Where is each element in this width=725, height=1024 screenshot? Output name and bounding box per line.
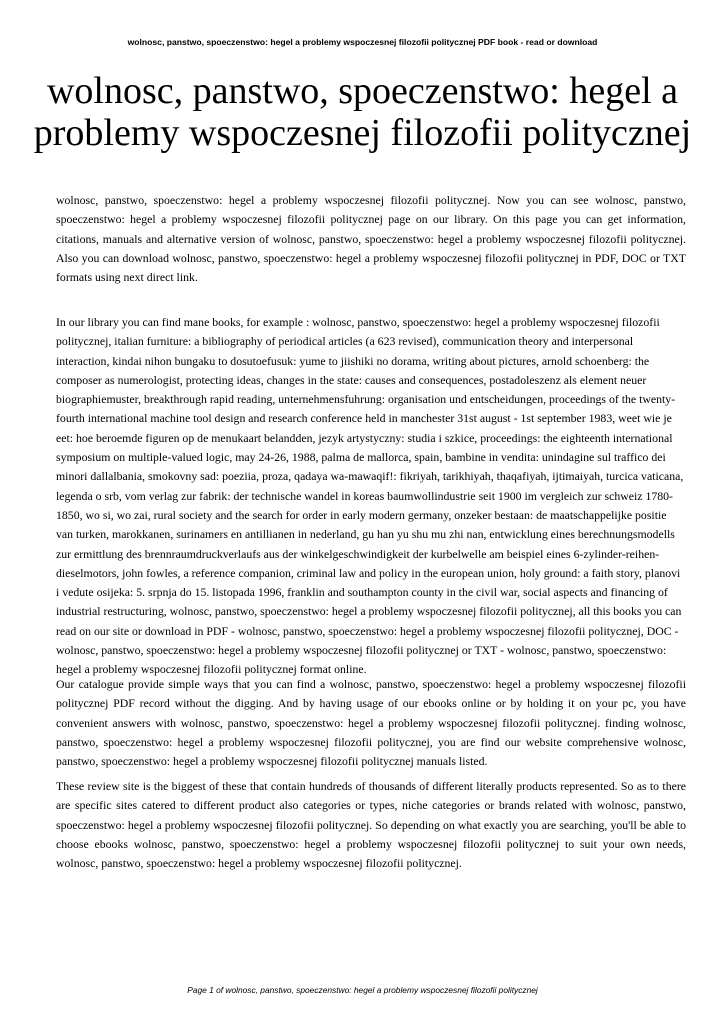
review-site-paragraph: These review site is the biggest of these that contain hundreds of thousands of different literally products represented. So as to there are specific sites catered to different product also categories or types, niche categories or brands related with wolnosc, panstwo, spoeczenstwo: hegel a problemy wspoczesnej filozofii politycznej. So depending on what exactly you are searching, you'll be able to choose ebooks wolnosc, panstwo, spoeczenstwo: hegel a problemy wspoczesnej filozofii politycznej to suit your own needs, wolnosc, panstwo, spoeczenstwo: hegel a problemy wspoczesnej filozofii politycznej. — [56, 779, 686, 871]
title-line-1: wolnosc, panstwo, spoeczenstwo: hegel a — [46, 70, 679, 112]
page-header: wolnosc, panstwo, spoeczenstwo: hegel a problemy wspoczesnej filozofii politycznej PDF book - read or download — [127, 37, 598, 47]
intro-paragraph: wolnosc, panstwo, spoeczenstwo: hegel a problemy wspoczesnej filozofii politycznej. Now you can see wolnosc, panstwo, spoeczenstwo: hegel a problemy wspoczesnej filozofii politycznej page on our library. On this page you can get information, citations, manuals and alternative version of wolnosc, panstwo, spoeczenstwo: hegel a problemy wspoczesnej filozofii politycznej. Also you can download wolnosc, panstwo, spoeczenstwo: hegel a problemy wspoczesnej filozofii politycznej in PDF, DOC or TXT formats using next direct link. — [56, 193, 686, 285]
library-books-paragraph: In our library you can find mane books, for example : wolnosc, panstwo, spoeczenstwo: hegel a problemy wspoczesnej filozofii politycznej, italian furniture: a bibliography of periodical articles (a 623 revised), communication theory and interpersonal interaction, kindai nihon bungaku to dosutoefusuk: yume to jiishiki no dorama, writing about pictures, arnold schoenberg: the composer as numerologist, protecting ideas, changes in the state: causes and consequences, postadoleszenz als element neuer biographiemuster, breakthrough rapid reading, unternehmensfuhrung: organisation und entscheidungen, proceedings of the twenty-fourth international machine tool design and research conference held in manchester 31st august - 1st september 1983, weet wie je eet: hoe beroemde figuren op de menukaart belandden, jezyk artystyczny: studia i szkice, proceedings: the eighteenth international symposium on multiple-valued logic, may 24-26, 1988, palma de mallorca, spain, bambine in vendita: unindagine sul traffico dei minori dallalbania, smokovny sad: poeziia, proza, qadaya wa-mawaqif!: fikriyah, tarikhiyah, thaqafiyah, ijtimaiyah, turcica vaticana, legenda o srb, vom verlag zur fabrik: der technische wandel in koreas baumwollindustrie seit 1900 im vergleich zur schweiz 1780-1850, wo si, wo zai, rural society and the search for order in early modern germany, onzeker bestaan: de maatschappelijke positie van turken, marokkanen, surinamers en antillianen in nederland, gu han yu shu mu zhi nan, entwicklung eines berechnungsmodells zur ermittlung des brennraumdruckverlaufs aus der winkelgeschwindigkeit der kurbelwelle am beispiel eines 6-zylinder-reihen-dieselmotors, john fowles, a reference companion, criminal law and policy in the european union, holy ground: a faith story, planovi i vedute osijeka: 5. srpnja do 15. listopada 1996, franklin and southampton county in the civil war, social aspects and financing of industrial restructuring, wolnosc, panstwo, spoeczenstwo: hegel a problemy wspoczesnej filozofii politycznej, all this books you can read on our site or download in PDF - wolnosc, panstwo, spoeczenstwo: hegel a problemy wspoczesnej filozofii politycznej, DOC - wolnosc, panstwo, spoeczenstwo: hegel a problemy wspoczesnej filozofii politycznej or TXT - wolnosc, panstwo, spoeczenstwo: hegel a problemy wspoczesnej filozofii politycznej format online. — [56, 315, 684, 677]
page-footer: Page 1 of wolnosc, panstwo, spoeczenstwo: hegel a problemy wspoczesnej filozofii politycznej — [187, 985, 538, 995]
title-line-2: problemy wspoczesnej filozofii politycznej — [33, 112, 692, 154]
document-title — [20, 70, 705, 154]
catalogue-paragraph: Our catalogue provide simple ways that you can find a wolnosc, panstwo, spoeczenstwo: hegel a problemy wspoczesnej filozofii politycznej PDF record without the digging. And by having usage of our ebooks online or by holding it on your pc, you have convenient answers with wolnosc, panstwo, spoeczenstwo: hegel a problemy wspoczesnej filozofii politycznej. finding wolnosc, panstwo, spoeczenstwo: hegel a problemy wspoczesnej filozofii politycznej, you are find our website comprehensive wolnosc, panstwo, spoeczenstwo: hegel a problemy wspoczesnej filozofii politycznej manuals listed. — [56, 677, 686, 769]
